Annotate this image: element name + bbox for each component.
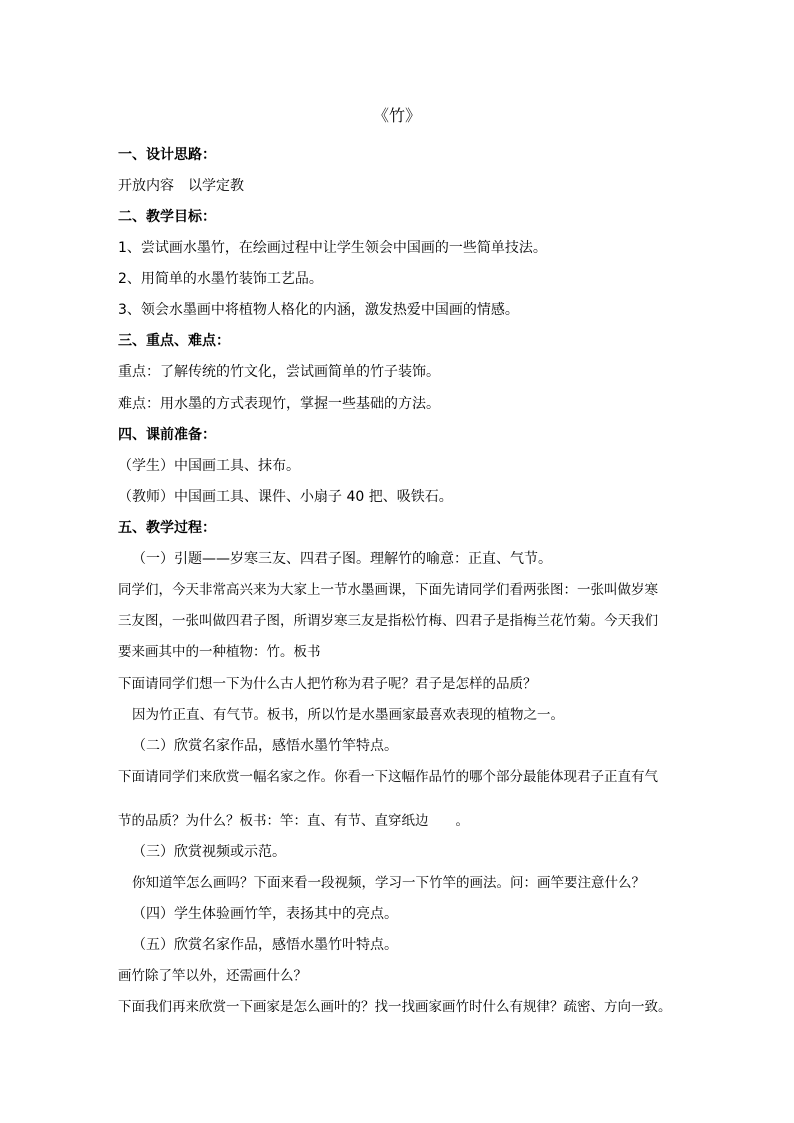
- paragraph: 因为竹正直、有气节。板书，所以竹是水墨画家最喜欢表现的植物之一。: [132, 707, 564, 723]
- section-heading-process: 五、教学过程：: [118, 520, 216, 536]
- paragraph: 下面我们再来欣赏一下画家是怎么画叶的？找一找画家画竹时什么有规律？疏密、方向一致。: [118, 999, 672, 1015]
- paragraph: 重点：了解传统的竹文化，尝试画简单的竹子装饰。: [118, 364, 440, 380]
- subsection-heading: （五）欣赏名家作品，感悟水墨竹叶特点。: [132, 937, 398, 953]
- list-item: 2、用简单的水墨竹装饰工艺品。: [118, 271, 323, 287]
- paragraph: 三友图，一张叫做四君子图，所谓岁寒三友是指松竹梅、四君子是指梅兰花竹菊。今天我们: [118, 613, 658, 629]
- paragraph: （教师）中国画工具、课件、小扇子 40 把、吸铁石。: [118, 489, 453, 505]
- section-heading-preparation: 四、课前准备：: [118, 427, 216, 443]
- list-item: 1、尝试画水墨竹，在绘画过程中让学生领会中国画的一些简单技法。: [118, 240, 547, 256]
- subsection-heading: （四）学生体验画竹竿，表扬其中的亮点。: [132, 906, 398, 922]
- document-title: 《竹》: [372, 106, 421, 125]
- section-heading-keypoints: 三、重点、难点：: [118, 333, 230, 349]
- paragraph: 下面请同学们想一下为什么古人把竹称为君子呢？君子是怎样的品质？: [118, 676, 537, 692]
- section-heading-design: 一、设计思路：: [118, 147, 216, 163]
- subsection-heading: （一）引题——岁寒三友、四君子图。理解竹的喻意：正直、气节。: [132, 551, 552, 567]
- paragraph: 画竹除了竿以外，还需画什么？: [118, 968, 307, 984]
- paragraph: （学生）中国画工具、抹布。: [118, 458, 300, 474]
- paragraph: 开放内容 以学定教: [118, 178, 244, 194]
- subsection-heading: （三）欣赏视频或示范。: [132, 844, 286, 860]
- paragraph: 你知道竿怎么画吗？下面来看一段视频，学习一下竹竿的画法。问：画竿要注意什么？: [132, 875, 645, 891]
- paragraph: 要来画其中的一种植物：竹。板书: [118, 644, 321, 660]
- section-heading-goals: 二、教学目标：: [118, 209, 216, 225]
- subsection-heading: （二）欣赏名家作品，感悟水墨竹竿特点。: [132, 738, 398, 754]
- list-item: 3、领会水墨画中将植物人格化的内涵，激发热爱中国画的情感。: [118, 302, 519, 318]
- paragraph: 下面请同学们来欣赏一幅名家之作。你看一下这幅作品竹的哪个部分最能体现君子正直有气: [118, 769, 658, 785]
- paragraph: 同学们，今天非常高兴来为大家上一节水墨画课，下面先请同学们看两张图：一张叫做岁寒: [118, 582, 658, 598]
- paragraph: 节的品质？为什么？板书：竿：直、有节、直穿纸边 。: [118, 813, 469, 829]
- paragraph: 难点：用水墨的方式表现竹，掌握一些基础的方法。: [118, 396, 440, 412]
